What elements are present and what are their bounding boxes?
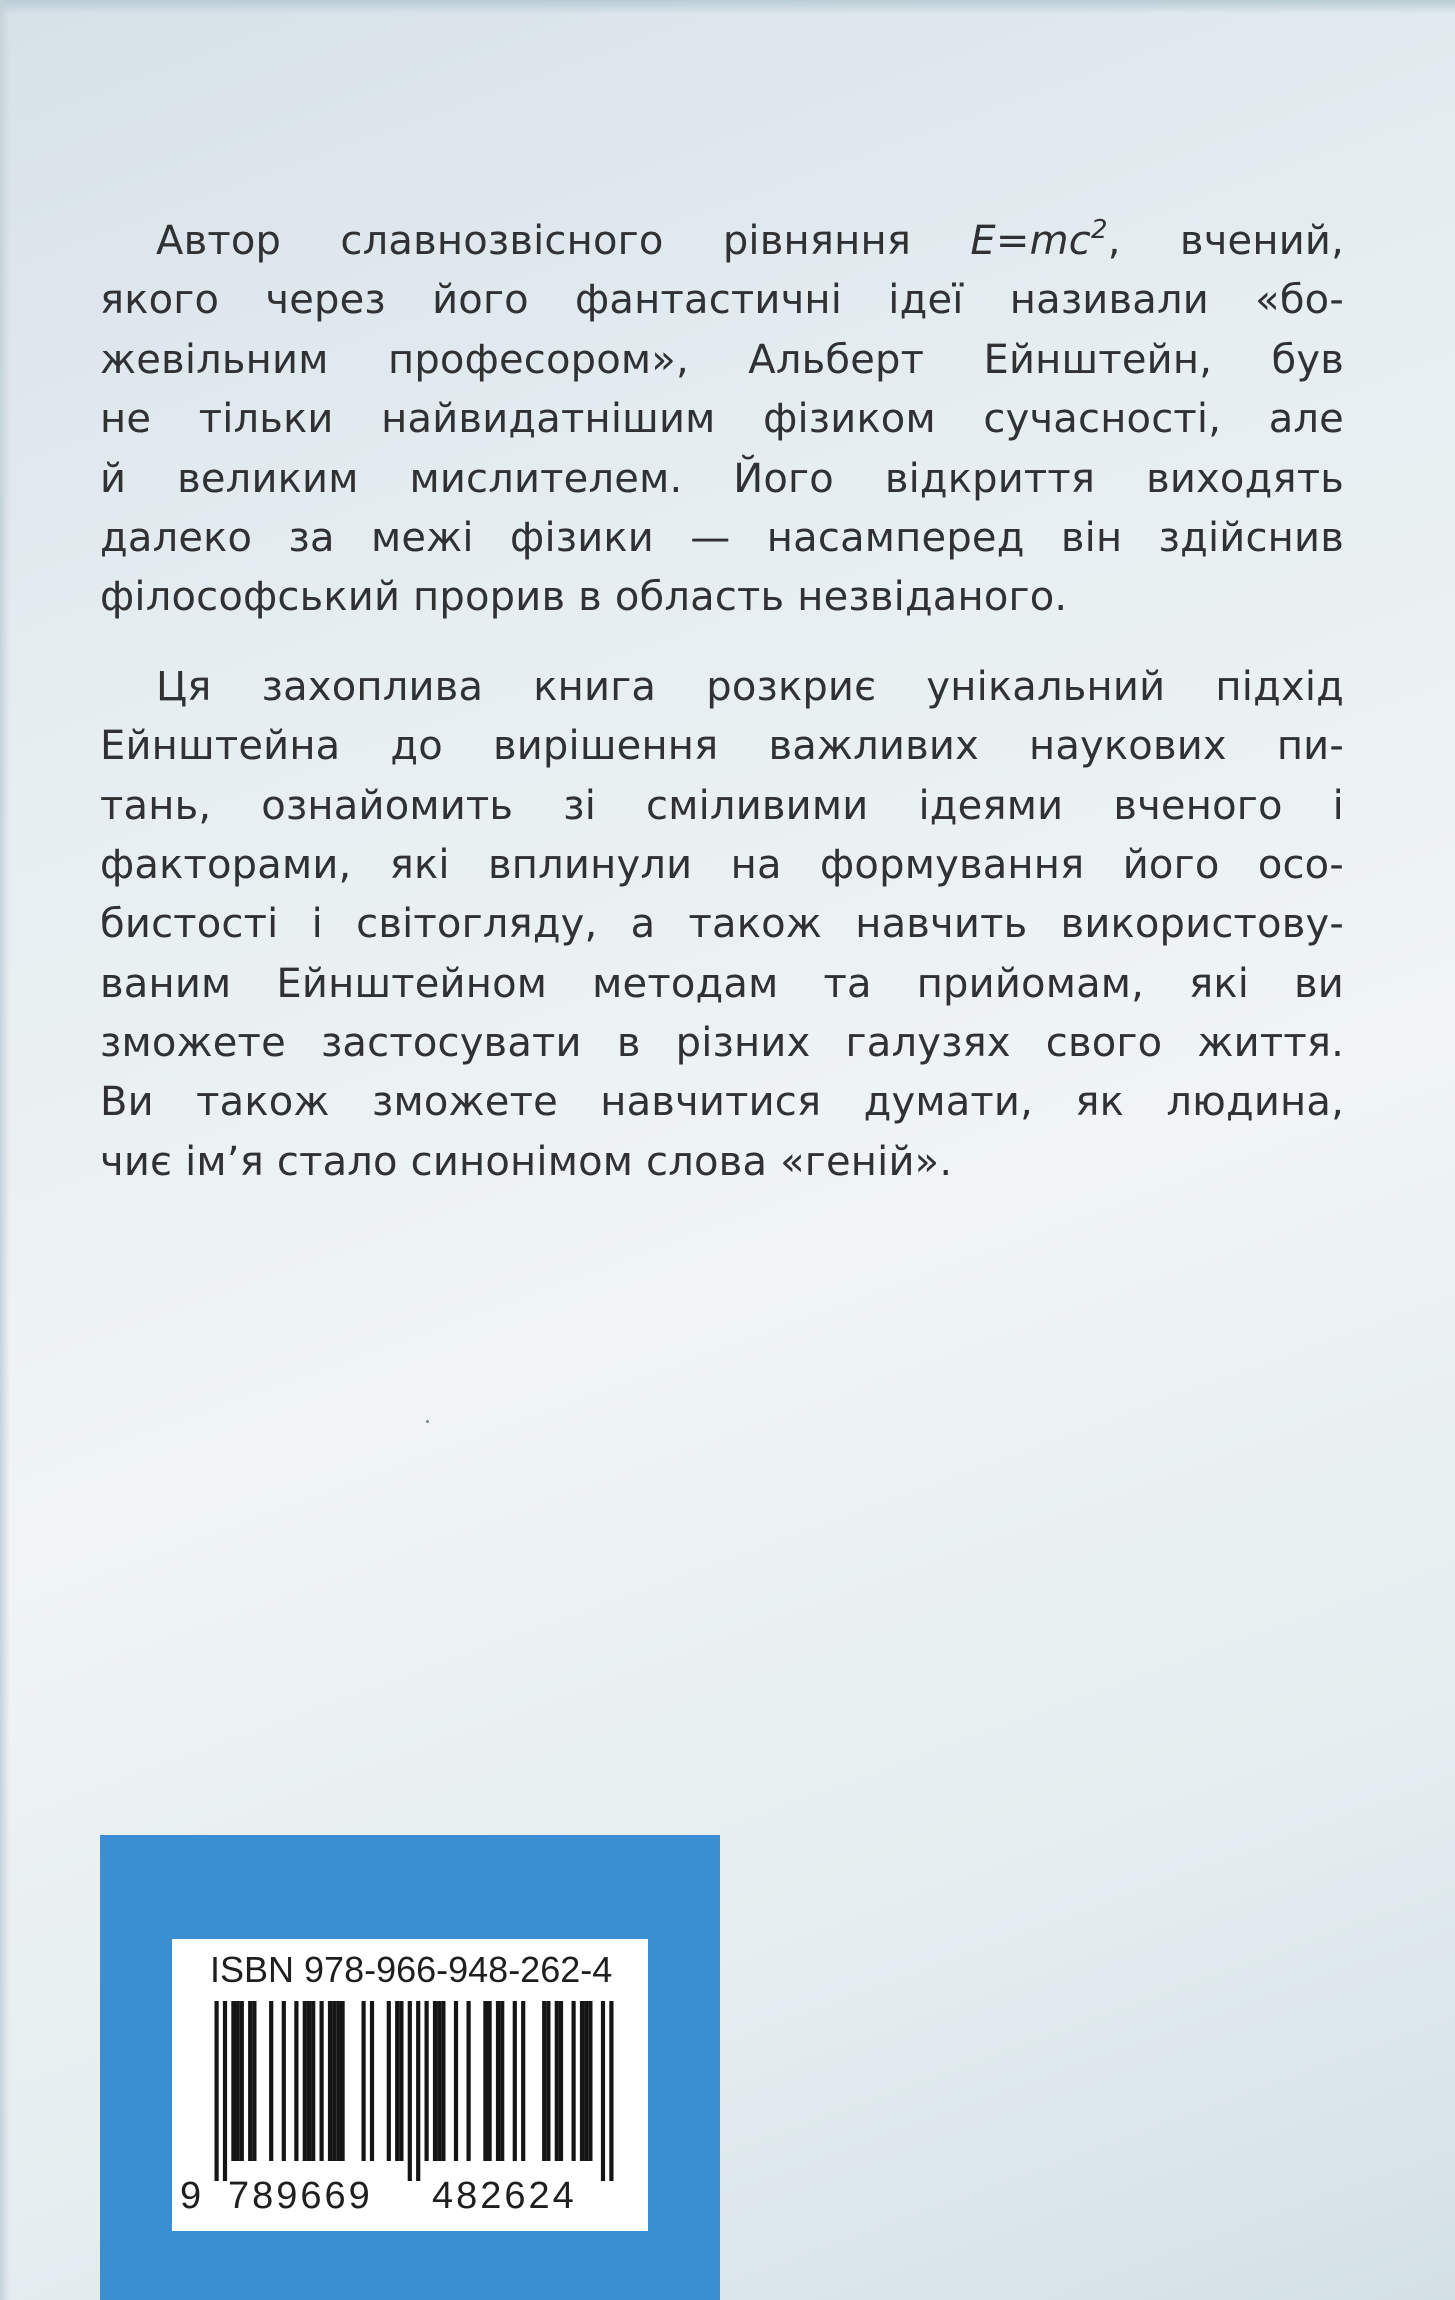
barcode-bar bbox=[248, 2001, 252, 2161]
barcode-bar bbox=[341, 2001, 345, 2161]
paragraph-gap bbox=[100, 628, 1344, 658]
blurb-line: не тільки найвидатнішим фізиком сучасності, але bbox=[100, 396, 1344, 443]
barcode-bar bbox=[236, 2001, 240, 2161]
blurb-line: Ви також зможете навчитися думати, як людина, bbox=[100, 1079, 1344, 1126]
barcode-bar bbox=[546, 2001, 550, 2161]
blurb-line: якого через його фантастичні ідеї називали «бо- bbox=[100, 277, 1344, 324]
blurb-text: Автор славнозвісного рівняння bbox=[156, 218, 971, 264]
barcode-panel bbox=[172, 1939, 648, 2231]
barcode-bar bbox=[437, 2001, 441, 2161]
barcode-bar bbox=[231, 2001, 235, 2161]
barcode-bar bbox=[500, 2001, 504, 2161]
blurb-text: , вчений, bbox=[1107, 218, 1344, 264]
barcode-bar bbox=[387, 2001, 391, 2161]
barcode-bar bbox=[496, 2001, 500, 2161]
blurb-line: Ця захоплива книга розкриє унікальний підхід bbox=[156, 663, 1344, 710]
barcode-digits-left: 789669 bbox=[228, 2175, 373, 2217]
barcode-bar bbox=[521, 2001, 525, 2161]
barcode-bar bbox=[588, 2001, 592, 2161]
barcode-bar bbox=[425, 2001, 429, 2161]
blurb-line: й великим мислителем. Його відкриття виходять bbox=[100, 455, 1344, 502]
einstein-formula bbox=[970, 215, 1108, 264]
blurb-line: далеко за межі фізики — насамперед він здійснив bbox=[100, 514, 1344, 561]
barcode-guard-bar bbox=[408, 2001, 412, 2181]
barcode-bar bbox=[542, 2001, 546, 2161]
blurb-line: тань, ознайомить зі сміливими ідеями вченого і bbox=[100, 782, 1344, 829]
barcode-bar bbox=[252, 2001, 256, 2161]
isbn-label: ISBN 978-966-948-262-4 bbox=[210, 1949, 613, 1990]
barcode-bar bbox=[362, 2001, 366, 2161]
blurb-line: Ейнштейна до вирішення важливих наукових пи- bbox=[100, 723, 1344, 770]
blurb-line: зможете застосувати в різних галузях свого життя. bbox=[100, 1020, 1344, 1067]
barcode-bar bbox=[294, 2001, 298, 2161]
barcode bbox=[204, 2001, 624, 2181]
barcode-bar bbox=[307, 2001, 311, 2161]
barcode-guard-bar bbox=[601, 2001, 605, 2181]
barcode-bar bbox=[584, 2001, 588, 2161]
print-speck bbox=[426, 1420, 429, 1423]
barcode-bar bbox=[282, 2001, 286, 2161]
barcode-bar bbox=[454, 2001, 458, 2161]
barcode-bar bbox=[320, 2001, 324, 2161]
barcode-bar bbox=[332, 2001, 336, 2161]
cover-top-edge bbox=[0, 0, 1455, 14]
barcode-guard-bar bbox=[223, 2001, 227, 2181]
blurb-paragraph-2 bbox=[100, 658, 1344, 1193]
barcode-bar bbox=[370, 2001, 374, 2161]
blurb-line: чиє ім’я стало синонімом слова «геній». bbox=[100, 1138, 953, 1185]
back-cover-blurb bbox=[100, 212, 1344, 1192]
blurb-line: факторами, які вплинули на формування його осо- bbox=[100, 841, 1344, 888]
barcode-bar bbox=[395, 2001, 399, 2161]
isbn-box bbox=[100, 1835, 720, 2300]
barcode-guard-bar bbox=[215, 2001, 219, 2181]
barcode-bar bbox=[559, 2001, 563, 2161]
barcode-bar bbox=[488, 2001, 492, 2161]
barcode-bar bbox=[303, 2001, 307, 2161]
barcode-bar bbox=[311, 2001, 315, 2161]
barcode-bar bbox=[328, 2001, 332, 2161]
blurb-paragraph-1 bbox=[100, 212, 1344, 628]
blurb-line: жевільним професором», Альберт Ейнштейн, був bbox=[100, 336, 1344, 383]
blurb-line: філософський прорив в область незвіданого. bbox=[100, 574, 1068, 621]
barcode-bar bbox=[269, 2001, 273, 2161]
barcode-bar bbox=[580, 2001, 584, 2161]
barcode-bar bbox=[555, 2001, 559, 2161]
barcode-guard-bar bbox=[609, 2001, 613, 2181]
blurb-line: ваним Ейнштейном методам та прийомам, які ви bbox=[100, 960, 1344, 1007]
barcode-bar bbox=[399, 2001, 403, 2161]
barcode-digit-first: 9 bbox=[180, 2175, 202, 2217]
cover-left-edge bbox=[0, 0, 10, 2300]
barcode-bar bbox=[572, 2001, 576, 2161]
barcode-bar bbox=[441, 2001, 445, 2161]
barcode-bar bbox=[467, 2001, 471, 2161]
formula-exponent: 2 bbox=[1090, 215, 1108, 245]
blurb-line bbox=[100, 212, 1344, 271]
barcode-bar bbox=[240, 2001, 244, 2161]
barcode-bar bbox=[336, 2001, 340, 2161]
barcode-bar bbox=[483, 2001, 487, 2161]
barcode-bar bbox=[433, 2001, 437, 2161]
barcode-bar bbox=[513, 2001, 517, 2161]
barcode-digits-right: 482624 bbox=[432, 2175, 577, 2217]
barcode-guard-bar bbox=[416, 2001, 420, 2181]
blurb-line: бистості і світогляду, а також навчить використову- bbox=[100, 901, 1344, 948]
formula-base: E=mc bbox=[970, 218, 1091, 264]
